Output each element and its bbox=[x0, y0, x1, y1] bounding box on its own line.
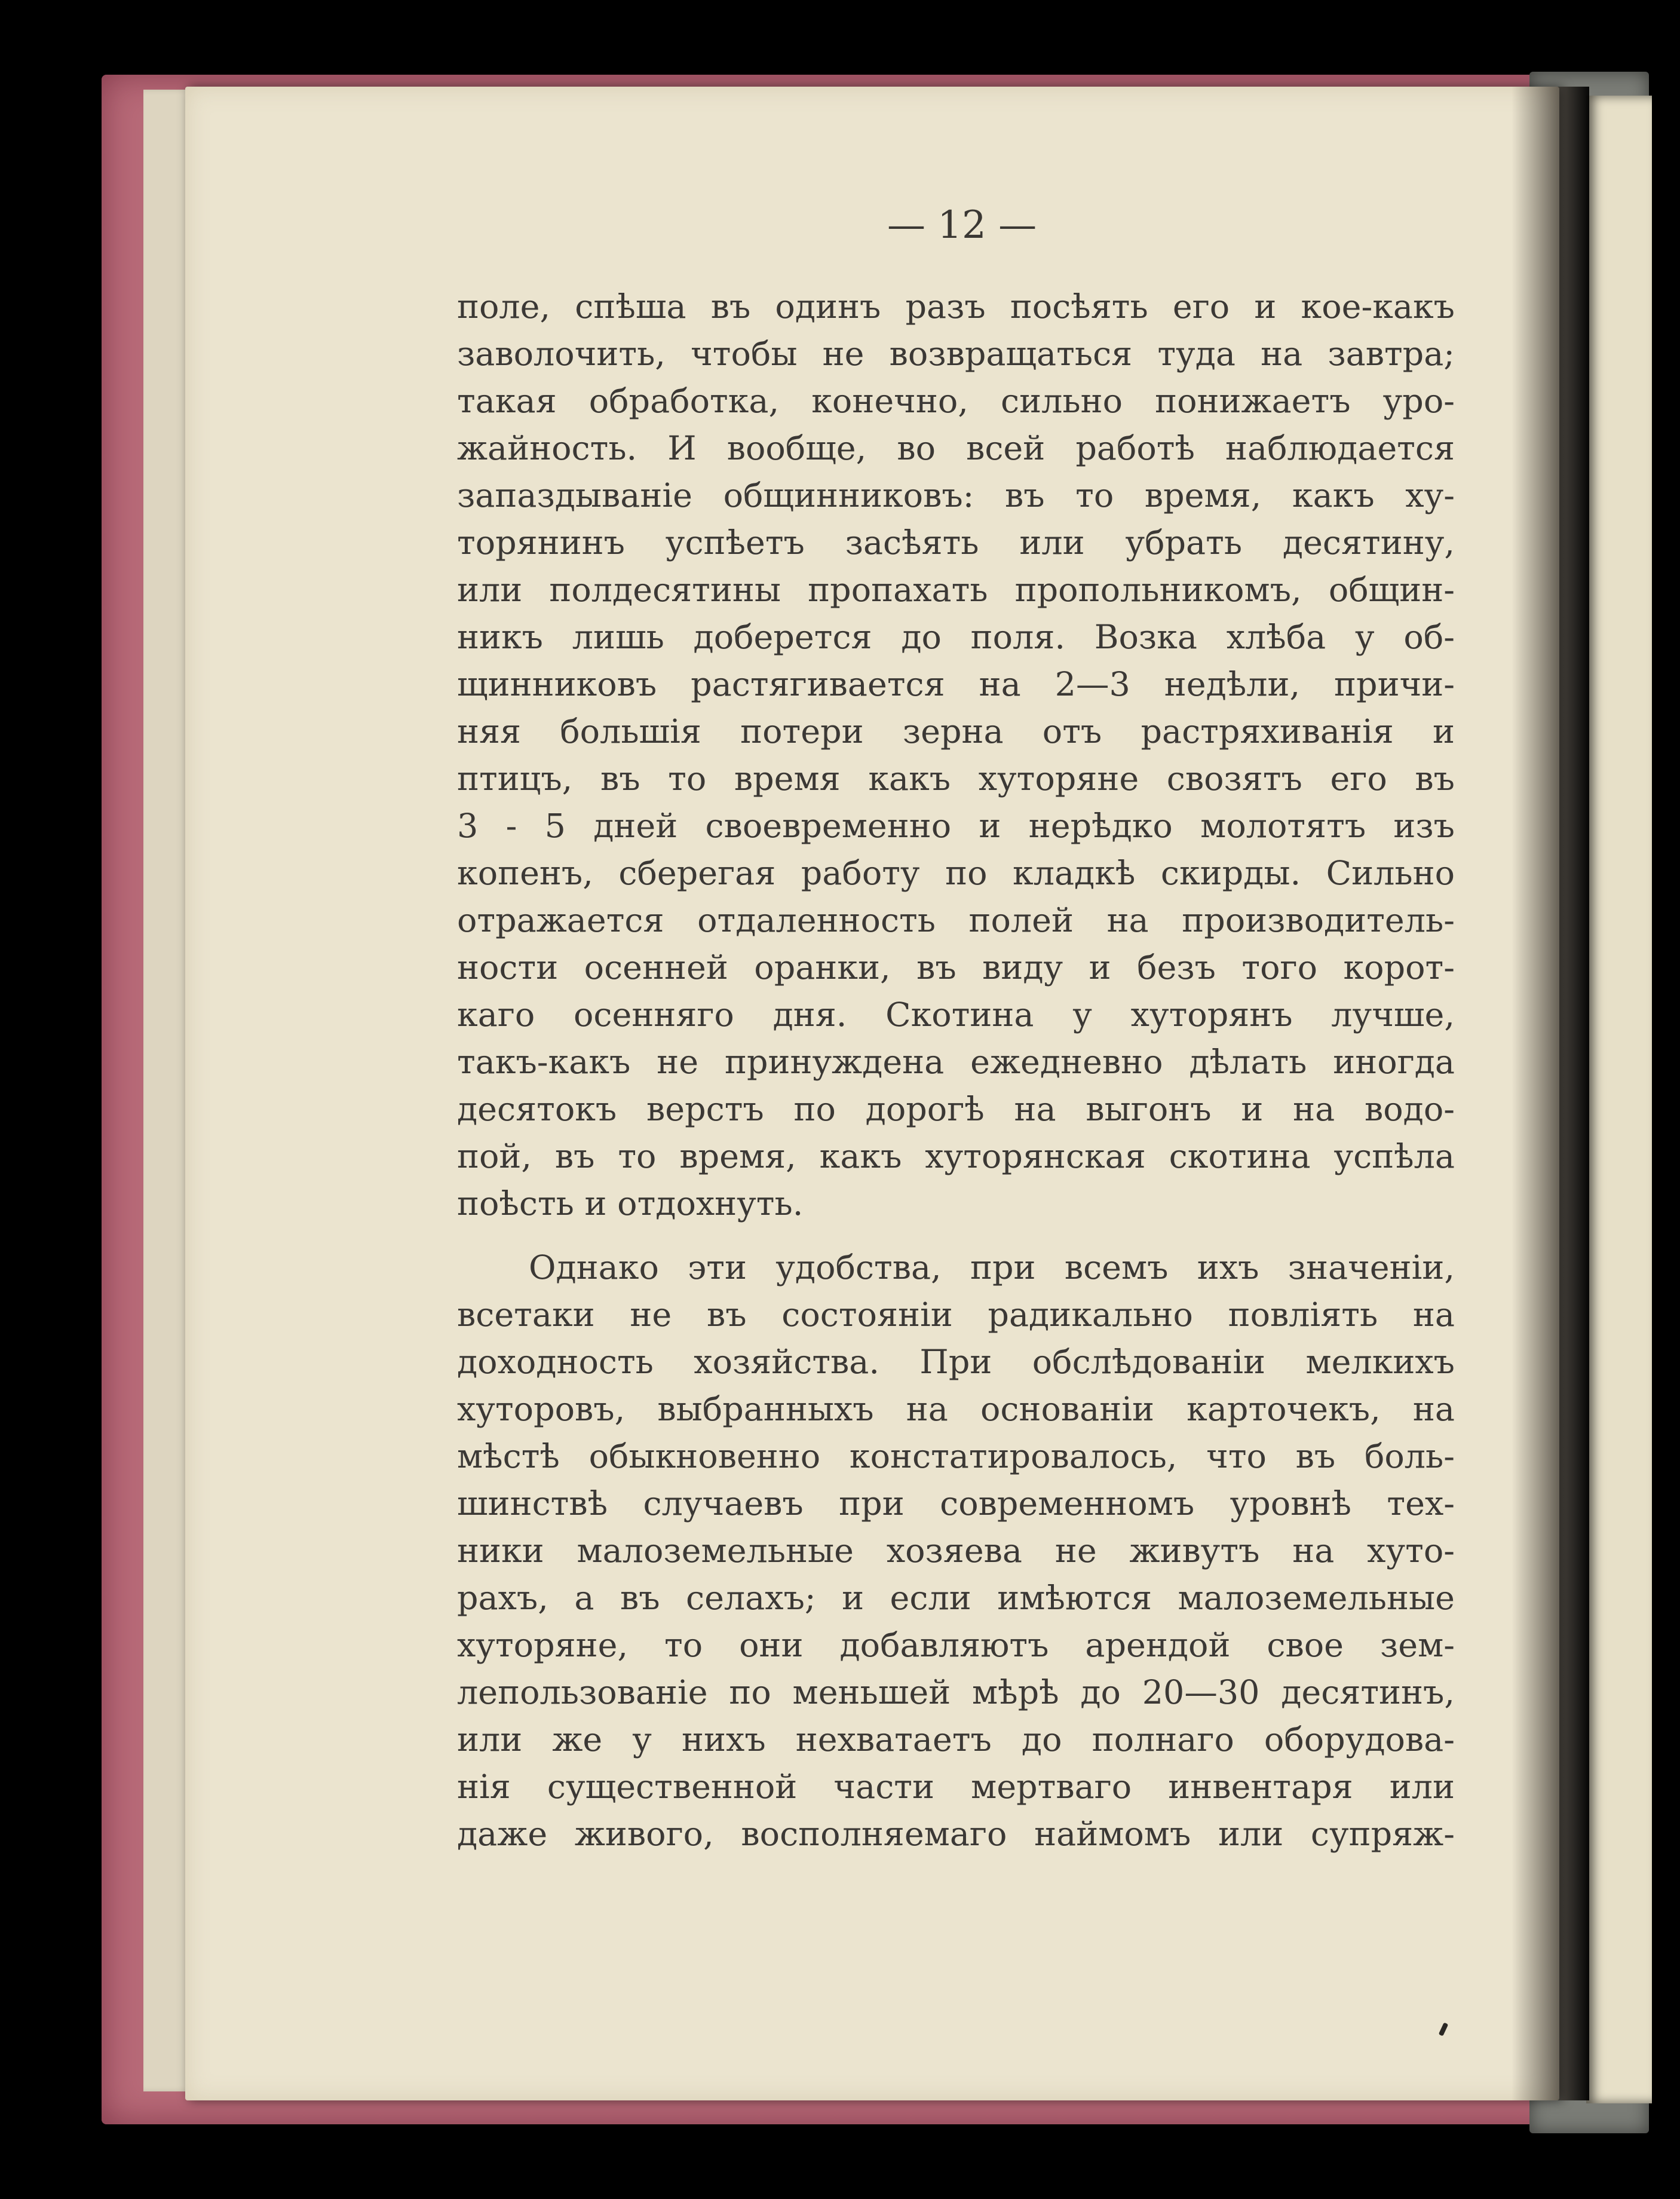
text-line: такъ-какъ не принуждена ежедневно дѣлать иногда bbox=[457, 1043, 1455, 1082]
text-line: нія существенной части мертваго инвентаря или bbox=[457, 1768, 1455, 1806]
text-line: Однако эти удобства, при всемъ ихъ значеніи, bbox=[529, 1248, 1455, 1287]
gutter-shadow bbox=[1512, 87, 1589, 2100]
text-line: даже живого, восполняемаго наймомъ или супряж- bbox=[457, 1815, 1455, 1854]
text-line: никъ лишь доберется до поля. Возка хлѣба у об- bbox=[457, 618, 1455, 657]
text-line: рахъ, а въ селахъ; и если имѣются малоземельные bbox=[457, 1579, 1455, 1618]
text-line: ники малоземельные хозяева не живутъ на хуто- bbox=[457, 1532, 1455, 1570]
text-line: шинствѣ случаевъ при современномъ уровнѣ тех- bbox=[457, 1484, 1455, 1523]
text-line: десятокъ верстъ по дорогѣ на выгонъ и на водо- bbox=[457, 1090, 1455, 1129]
text-line: поле, спѣша въ одинъ разъ посѣять его и кое-какъ bbox=[457, 287, 1455, 326]
text-line: торянинъ успѣетъ засѣять или убрать десятину, bbox=[457, 523, 1455, 562]
text-line: заволочить, чтобы не возвращаться туда на завтра; bbox=[457, 335, 1455, 373]
text-line: запаздываніе общинниковъ: въ то время, какъ ху- bbox=[457, 476, 1455, 515]
text-line: птицъ, въ то время какъ хуторяне свозятъ его въ bbox=[457, 759, 1455, 798]
text-line: отражается отдаленность полей на производитель- bbox=[457, 901, 1455, 940]
paragraph-gap bbox=[457, 1227, 1455, 1244]
text-line: мѣстѣ обыкновенно констатировалось, что въ боль- bbox=[457, 1437, 1455, 1476]
text-line: копенъ, сберегая работу по кладкѣ скирды. Сильно bbox=[457, 854, 1455, 893]
text-line: такая обработка, конечно, сильно понижаетъ уро- bbox=[457, 382, 1455, 421]
text-line: доходность хозяйства. При обслѣдованіи мелкихъ bbox=[457, 1343, 1455, 1382]
facing-page-edge bbox=[1586, 96, 1652, 2103]
text-line: каго осенняго дня. Скотина у хуторянъ лучше, bbox=[457, 996, 1455, 1034]
text-line: хуторовъ, выбранныхъ на основаніи карточекъ, на bbox=[457, 1390, 1455, 1429]
paragraph-2 bbox=[457, 1244, 1455, 1858]
text-line: хуторяне, то они добавляютъ арендой свое зем- bbox=[457, 1626, 1455, 1665]
text-line: 3 - 5 дней своевременно и нерѣдко молотятъ изъ bbox=[457, 807, 1455, 846]
text-line: ности осенней оранки, въ виду и безъ того корот- bbox=[457, 948, 1455, 987]
paragraph-1 bbox=[457, 283, 1455, 1227]
text-line: няя большія потери зерна отъ растряхиванія и bbox=[457, 712, 1455, 751]
page-number: — 12 — bbox=[887, 203, 1037, 247]
body-text bbox=[457, 283, 1455, 1858]
text-line: или же у нихъ нехватаетъ до полнаго оборудова- bbox=[457, 1720, 1455, 1759]
text-line: щинниковъ растягивается на 2—3 недѣли, причи- bbox=[457, 665, 1455, 704]
text-line: всетаки не въ состояніи радикально повліять на bbox=[457, 1295, 1455, 1334]
text-line: или полдесятины пропахать пропольникомъ, общин- bbox=[457, 571, 1455, 610]
text-line: жайность. И вообще, во всей работѣ наблюдается bbox=[457, 429, 1455, 468]
text-line: лепользованіе по меньшей мѣрѣ до 20—30 десятинъ, bbox=[457, 1673, 1455, 1712]
text-line: поѣсть и отдохнуть. bbox=[457, 1184, 804, 1223]
text-line: пой, въ то время, какъ хуторянская скотина успѣла bbox=[457, 1137, 1455, 1176]
